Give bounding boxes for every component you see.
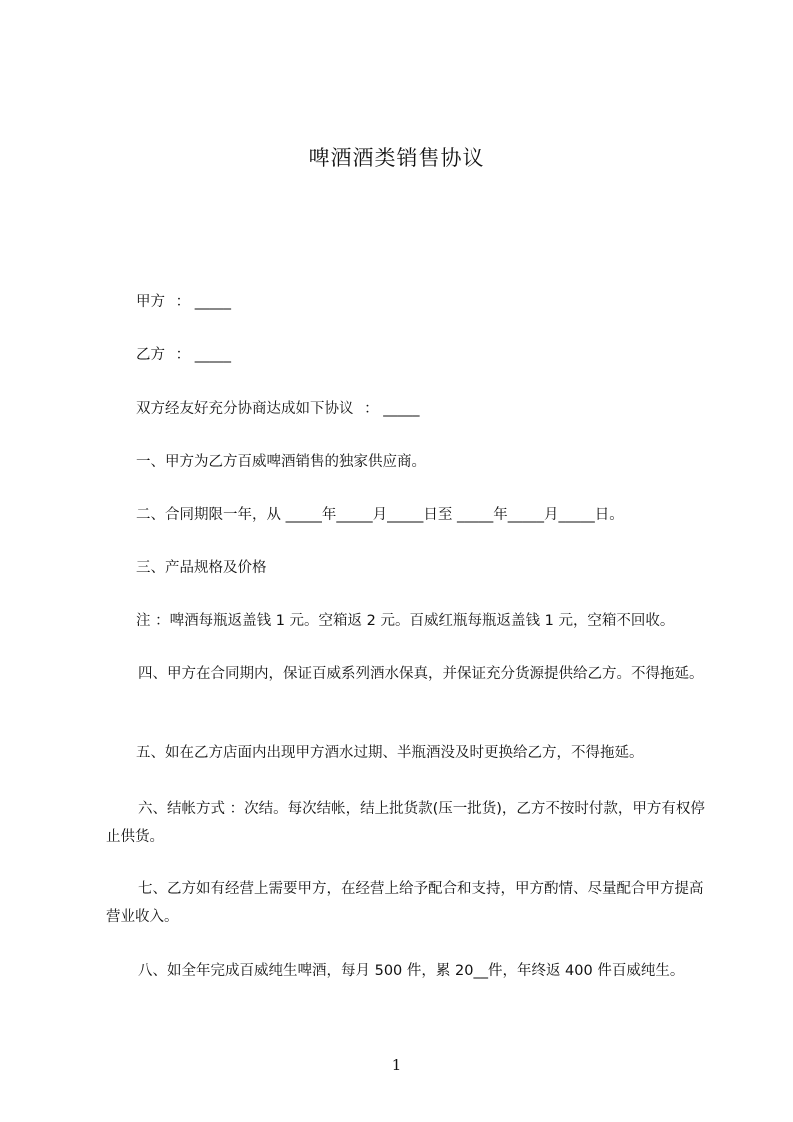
agreement-intro-separator: ：	[364, 401, 379, 417]
party-a-separator: ：	[175, 294, 191, 310]
document-title: 啤酒酒类销售协议	[308, 146, 485, 170]
price-note: 注 ：啤酒每瓶返盖钱 1 元。空箱返 2 元。百威红瓶每瓶返盖钱 1 元，空箱不回收。	[136, 613, 675, 629]
party-b-line	[136, 343, 736, 367]
party-a-label: 甲方	[136, 294, 165, 310]
clause-4: 四、甲方在合同期内，保证百威系列酒水保真，并保证充分货源提供给乙方。不得拖延。	[138, 666, 704, 682]
clause-3: 三、产品规格及价格	[136, 560, 267, 576]
clause-2: 二、合同期限一年，从 _____年_____月_____日至 _____年_____月_____日。	[136, 507, 624, 523]
agreement-intro-line	[136, 397, 736, 421]
party-b-separator: ：	[175, 347, 191, 363]
clause-1: 一、甲方为乙方百威啤酒销售的独家供应商。	[136, 454, 426, 470]
agreement-intro-text: 双方经友好充分协商达成如下协议	[136, 401, 354, 417]
party-a-blank: _____	[194, 294, 231, 310]
clause-5: 五、如在乙方店面内出现甲方酒水过期、半瓶酒没及时更换给乙方，不得拖延。	[136, 745, 644, 761]
agreement-intro-blank: _____	[383, 401, 420, 417]
page-number: 1	[391, 1056, 402, 1074]
clause-7: 七、乙方如有经营上需要甲方，在经营上给予配合和支持，甲方酌情、尽量配合甲方提高营业收入。	[106, 881, 704, 925]
party-b-blank: _____	[194, 347, 231, 363]
clause-8: 八、如全年完成百威纯生啤酒，每月 500 件，累 20__件，年终返 400 件百威纯生。	[138, 963, 685, 979]
party-a-line	[136, 290, 736, 314]
clause-6: 六、结帐方式 ：次结。每次结帐，结上批货款(压一批货)，乙方不按时付款，甲方有权停止供货。	[106, 801, 705, 845]
party-b-label: 乙方	[136, 347, 165, 363]
